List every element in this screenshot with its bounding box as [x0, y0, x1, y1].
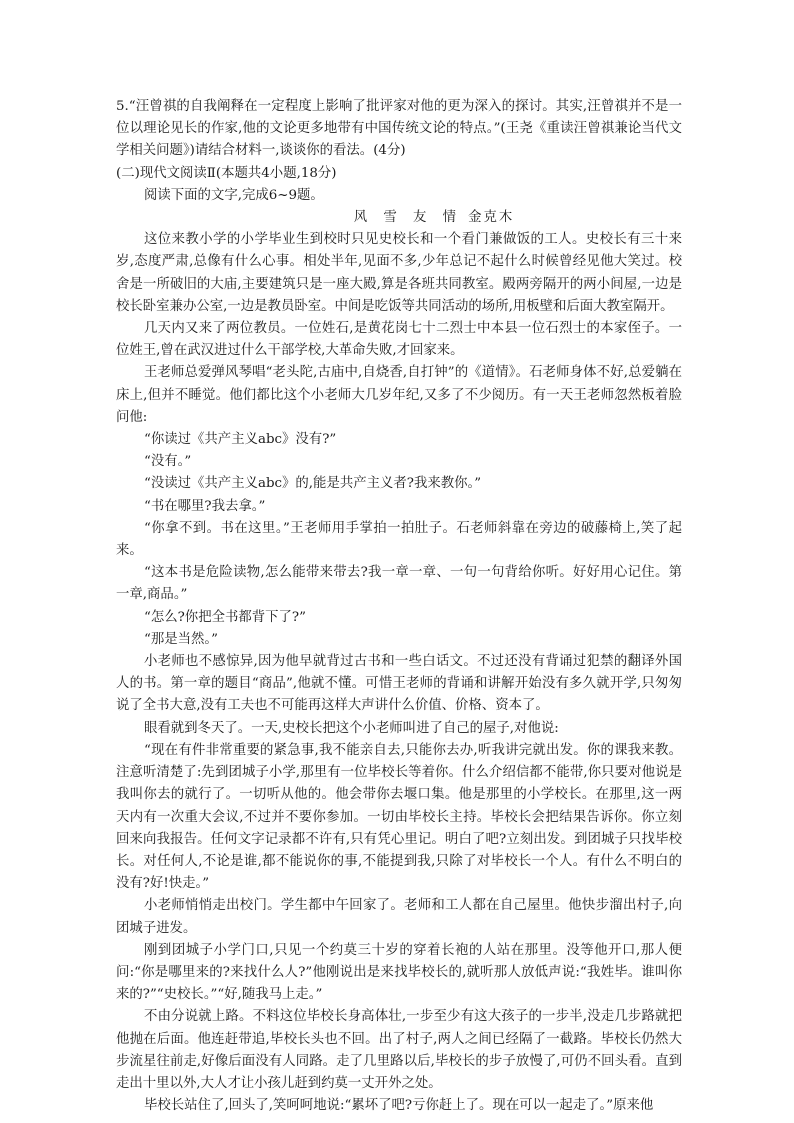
story-paragraph: “现在有件非常重要的紧急事,我不能亲自去,只能你去办,听我讲完就出发。你的课我来教。注意听清楚了:先到团城子小学,那里有一位毕校长等着你。什么介绍信都不能带,你只要对他说是我叫你去的就行了。一切听从他的。他会带你去堰口集。他是那里的小学校长。在那里,这一两天内有一次重大会议,不过并不要你参加。一切由毕校长主持。毕校长会把结果告诉你。你立刻回来向我报告。任何文字记录都不许有,只有凭心里记。明白了吧?立刻出发。到团城子只找毕校长。对任何人,不论是谁,都不能说你的事,不能提到我,只除了对毕校长一个人。有什么不明白的没有?好!快走。” — [116, 742, 682, 892]
story-paragraph: 刚到团城子小学门口,只见一个约莫三十岁的穿着长袍的人站在那里。没等他开口,那人便问:“你是哪里来的?来找什么人?”他刚说出是来找毕校长的,就听那人放低声说:“我姓毕。谁叫你来的?”“史校长。”“好,随我马上走。” — [116, 942, 682, 1003]
story-paragraph: 几天内又来了两位教员。一位姓石,是黄花岗七十二烈士中本县一位石烈士的本家侄子。一位姓王,曾在武汉进过什么干部学校,大革命失败,才回家来。 — [116, 321, 682, 359]
document-page — [116, 96, 682, 1117]
story-title: 风 雪 友 情 — [353, 210, 463, 226]
story-paragraph: “你拿不到。书在这里。”王老师用手掌拍一拍肚子。石老师斜靠在旁边的破藤椅上,笑了起来。 — [116, 520, 682, 559]
story-paragraph: “那是当然。” — [144, 631, 218, 647]
story-paragraph: “你读过《共产主义abc》没有?” — [144, 432, 337, 448]
story-paragraph: “怎么?你把全书都背下了?” — [144, 609, 306, 625]
story-paragraph: 这位来教小学的小学毕业生到校时只见史校长和一个看门兼做饭的工人。史校长有三十来岁,态度严肃,总像有什么心事。相处半年,见面不多,少年总记不起什么时候曾经见他大笑过。校舍是一所破旧的大庙,主要建筑只是一座大殿,算是各班共同教室。殿两旁隔开的两小间屋,一边是校长卧室兼办公室,一边是教员卧室。中间是吃饭等共同活动的场所,用板壁和后面大教室隔开。 — [116, 232, 682, 314]
question-5: 5.“汪曾祺的自我阐释在一定程度上影响了批评家对他的更为深入的探讨。其实,汪曾祺并不是一位以理论见长的作家,他的文论更多地带有中国传统文论的特点。”(王尧《重读汪曾祺兼论当代文学相关问题》)请结合材料一,谈谈你的看法。(4分) — [116, 99, 682, 159]
section-header: (二)现代文阅读Ⅱ(本题共4小题,18分) — [116, 165, 337, 181]
story-author: 金克木 — [468, 210, 515, 226]
story-paragraph: 小老师也不感惊异,因为他早就背过古书和一些白话文。不过还没有背诵过犯禁的翻译外国人的书。第一章的题目“商品”,他就不懂。可惜王老师的背诵和讲解开始没有多久就开学,只匆匆说了全书大意,没有工夫也不可能再这样大声讲什么价值、价格、资本了。 — [116, 654, 682, 714]
story-paragraph: “这本书是危险读物,怎么能带来带去?我一章一章、一句一句背给你听。好好用心记住。第一章,商品。” — [116, 565, 682, 603]
story-paragraph: 王老师总爱弹风琴唱“老头陀,古庙中,自烧香,自打钟”的《道情》。石老师身体不好,总爱躺在床上,但并不睡觉。他们都比这个小老师大几岁年纪,又多了不少阅历。有一天王老师忽然板着脸问他: — [116, 365, 682, 425]
story-paragraph: 不由分说就上路。不料这位毕校长身高体壮,一步至少有这大孩子的一步半,没走几步路就把他抛在后面。他连赶带追,毕校长头也不回。出了村子,两人之间已经隔了一截路。毕校长仍然大步流星往前走,好像后面没有人同路。走了几里路以后,毕校长的步子放慢了,可仍不回头看。直到走出十里以外,大人才让小孩儿赶到约莫一丈开外之处。 — [116, 1009, 682, 1091]
story-paragraph: 小老师悄悄走出校门。学生都中午回家了。老师和工人都在自己屋里。他快步溜出村子,向团城子进发。 — [116, 898, 682, 936]
story-paragraph: “没读过《共产主义abc》的,能是共产主义者?我来教你。” — [144, 476, 482, 492]
section-instruction: 阅读下面的文字,完成6~9题。 — [144, 187, 324, 203]
story-paragraph: 毕校长站住了,回头了,笑呵呵地说:“累坏了吧?亏你赶上了。现在可以一起走了。”原来他 — [144, 1098, 654, 1114]
story-title-line — [116, 207, 682, 229]
story-paragraph: 眼看就到冬天了。一天,史校长把这个小老师叫进了自己的屋子,对他说: — [144, 720, 559, 736]
story-paragraph: “书在哪里?我去拿。” — [144, 498, 266, 514]
story-paragraph: “没有。” — [144, 454, 192, 470]
